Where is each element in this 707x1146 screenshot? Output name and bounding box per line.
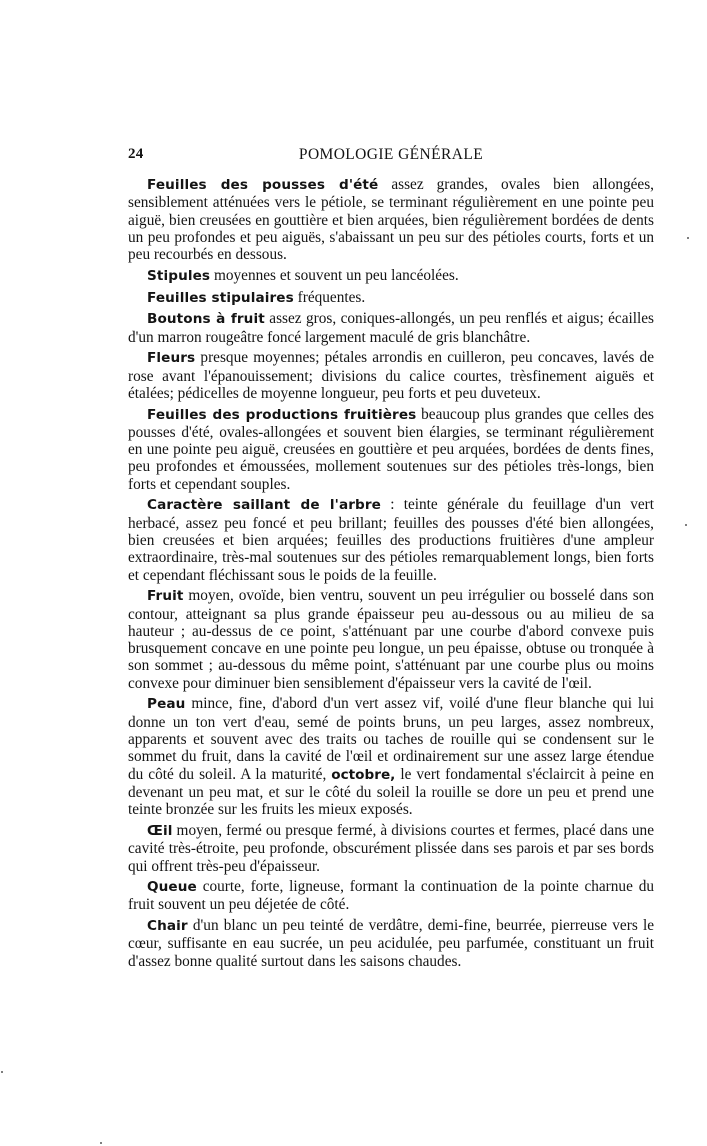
running-title: POMOLOGIE GÉNÉRALE: [298, 146, 484, 163]
paragraph-peau: [128, 695, 654, 818]
paragraph-term: Chair: [147, 918, 188, 935]
paragraph-term: Fruit: [147, 588, 184, 605]
paragraph-term: Boutons à fruit: [147, 311, 265, 328]
body-text: [128, 176, 654, 970]
maturity-month: octobre,: [331, 766, 396, 783]
paragraph-term: Feuilles des pousses d'été: [147, 177, 379, 193]
paragraph-text-after: le vert fondamental s'éclaircit à peine en devenant un peu mat, et sur le côté du soleil la rouille se dore un peu et prend une teinte bronzée sur les fruits les mieux exposés.: [128, 765, 654, 819]
paragraph-fruit: [128, 587, 654, 692]
paragraph-caractere-arbre: [128, 496, 654, 583]
paragraph-oeil: [128, 822, 654, 875]
paragraph-text: beaucoup plus grandes que celles des pousses d'été, ovales-allongées et souvent bien élargies, se terminant régulièrement en une pointe peu aiguë, creusées en gouttière et peu arquées, bordées de dents fines, peu profondes et émoussées, mollement soutenues sur des pétioles très-longs, bien forts et cependant souples.: [128, 405, 654, 493]
page-number: 24: [128, 146, 144, 162]
paragraph-term: Œil: [147, 822, 173, 839]
paragraph-text: fréquentes.: [293, 288, 366, 306]
paragraph-text: : teinte générale du feuillage d'un vert herbacé, assez peu foncé et peu brillant; feuilles des pousses d'été bien allongées, bien creusées et bien arquées; feuilles des productions fruitières d'une ampleur extraordinaire, très-mal soutenues sur des pétioles remarquablement longs, bien forts et cependant fléchissant sous le poids de la feuille.: [128, 496, 655, 584]
paragraph-fleurs: [128, 349, 654, 402]
paragraph-chair: [128, 917, 654, 970]
paragraph-text: assez grandes, ovales bien allongées, sensiblement atténuées vers le pétiole, se terminant régulièrement en une pointe peu aiguë, bien creusées en gouttière et bien arquées, bien régulièrement bordées de dents un peu profondes et peu aiguës, s'abaissant un peu sur des pétioles courts, forts et un peu recourbés en dessous.: [128, 176, 654, 264]
paragraph-text: moyen, ovoïde, bien ventru, souvent un peu irrégulier ou bosselé dans son contour, atteignant sa plus grande épaisseur peu au-dessous ou au milieu de sa hauteur ; au-dessus de ce point, s'atténuant par une courbe d'abord convexe puis brusquement concave en une pointe peu longue, un peu épaisse, obtuse ou tronquée à son sommet ; au-dessous du même point, s'atténuant par une courbe plus ou moins convexe pour diminuer bien sensiblement d'épaisseur vers la cavité de l'œil.: [128, 587, 654, 692]
scan-speck: [687, 237, 689, 239]
paragraph-term: Stipules: [147, 267, 211, 284]
paragraph-term: Feuilles des productions fruitières: [147, 406, 417, 423]
paragraph-text: courte, forte, ligneuse, formant la continuation de la pointe charnue du fruit souvent un peu déjetée de côté.: [128, 878, 654, 914]
scan-speck: [685, 524, 687, 526]
paragraph-text: moyen, fermé ou presque fermé, à divisions courtes et fermes, placé dans une cavité très-étroite, peu profonde, obscurément plissée dans ses parois et par ses bords qui offrent très-peu d'épaisseur.: [128, 821, 654, 875]
paragraph-term: Caractère saillant de l'arbre: [147, 497, 381, 514]
paragraph-queue: [128, 878, 654, 914]
scan-speck: [100, 1142, 102, 1144]
scan-speck: [1, 1071, 3, 1073]
paragraph-feuilles-stipulaires: [128, 289, 654, 307]
paragraph-boutons-a-fruit: [128, 310, 654, 346]
paragraph-text: assez gros, coniques-allongés, un peu renflés et aigus; écailles d'un marron rougeâtre foncé largement maculé de gris blanchâtre.: [128, 310, 654, 346]
paragraph-text: presque moyennes; pétales arrondis en cuilleron, peu concaves, lavés de rose avant l'épanouissement; divisions du calice courtes, trèsfinement aiguës et étalées; pédicelles de moyenne longueur, peu forts et peu duveteux.: [128, 349, 654, 402]
paragraph-text: moyennes et souvent un peu lancéolées.: [210, 266, 459, 284]
paragraph-stipules: [128, 267, 654, 285]
paragraph-text: d'un blanc un peu teinté de verdâtre, demi-fine, beurrée, pierreuse vers le cœur, suffisante en eau sucrée, un peu acidulée, peu parfumée, constituant un fruit d'assez bonne qualité surtout dans les saisons chaudes.: [128, 917, 654, 970]
paragraph-term: Peau: [147, 696, 186, 713]
paragraph-term: Fleurs: [147, 350, 196, 367]
paragraph-feuilles-productions: [128, 406, 654, 493]
running-head: [128, 146, 654, 168]
paragraph-text: mince, fine, d'abord d'un vert assez vif, voilé d'une fleur blanche qui lui donne un ton vert d'eau, semé de points bruns, un peu larges, assez nombreux, apparents et souvent avec des traits ou taches de rouille qui se condensent sur le sommet du fruit, dans la cavité de l'œil et ordinairement sur une assez large étendue du côté du soleil. A la maturité,: [128, 695, 654, 783]
paragraph-term: Feuilles stipulaires: [147, 289, 294, 306]
paragraph-term: Queue: [147, 879, 197, 896]
book-page: [128, 146, 654, 973]
paragraph-feuilles-pousses: [128, 176, 654, 263]
